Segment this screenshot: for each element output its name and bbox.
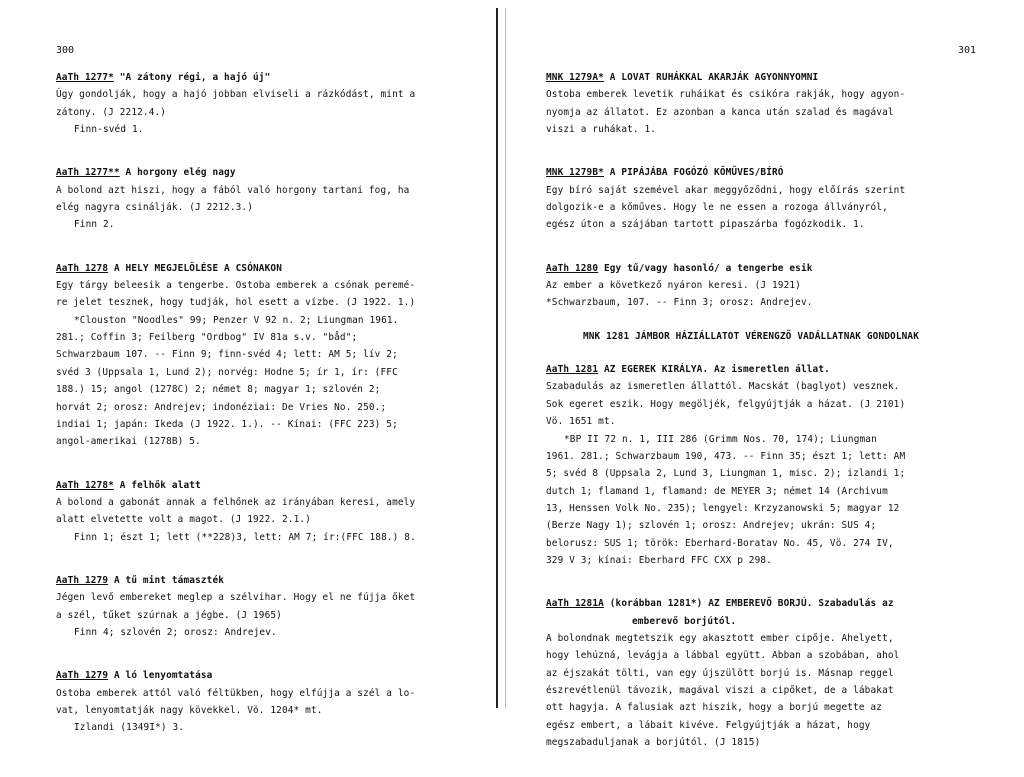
- entry-text-line: viszi a ruhákat. 1.: [546, 124, 657, 136]
- entry-refs: svéd 3 (Uppsala 1, Lund 2); norvég: Hodne 5; ír 1, ír: (FFC: [56, 366, 398, 378]
- left-page: [0, 0, 505, 734]
- entry-refs: Izlandi (1349I*) 3.: [74, 722, 185, 734]
- entry-text-line: vat, lenyomtatják nagy kövekkel. Vö. 1204* mt.: [56, 704, 323, 716]
- section-heading-mnk-1281: MNK 1281 JÁMBOR HÁZIÁLLATOT VÉRENGZŐ VADÁLLATNAK GONDOLNAK: [582, 330, 920, 342]
- entry-text-line: egész úton a szájában tartott pipaszárba fogózkodik. 1.: [546, 219, 865, 231]
- left-column: [56, 69, 466, 763]
- entry-text-line: elég nagyra csinálják. (J 2212.3.): [56, 202, 254, 214]
- entry-aath-1278: [56, 260, 466, 451]
- gutter-shadow: [505, 8, 506, 708]
- entry-text-line: Szabadulás az ismeretlen állattól. Macskát (baglyot) vesznek.: [546, 381, 900, 393]
- entry-text-line: Ostoba emberek levetik ruháikat és csikóra rakják, hogy agyon-: [546, 89, 906, 101]
- entry-aath-1277: [56, 69, 466, 138]
- entry-refs: *BP II 72 n. 1, III 286 (Grimm Nos. 70, 174); Liungman: [564, 433, 877, 445]
- entry-text-line: egész embert, a lábait kivéve. Felgyújtják a házat, hogy: [546, 719, 871, 731]
- left-page-number: 300: [56, 45, 75, 56]
- entry-text-line: Ostoba emberek attól való féltükben, hogy elfújja a szél a lo-: [56, 687, 416, 699]
- entry-refs: Finn 1; észt 1; lett (**228)3, lett: AM 7; ír:(FFC 188.) 8.: [74, 531, 416, 543]
- entry-refs: 5; svéd 8 (Uppsala 2, Lund 3, Liungman 1, misc. 2); izlandi 1;: [546, 468, 906, 480]
- entry-refs: *Schwarzbaum, 107. -- Finn 3; orosz: Andrejev.: [546, 297, 813, 309]
- entry-heading-line2: emberevő borjútól.: [632, 615, 737, 627]
- entry-text-line: zátony. (J 2212.4.): [56, 106, 167, 118]
- entry-text-line: megszabaduljanak a borjútól. (J 1815): [546, 737, 761, 748]
- entry-refs: dutch 1; flamand 1, flamand: de MEYER 3; német 14 (Archivum: [546, 485, 888, 497]
- entry-mnk-1279b: [546, 164, 956, 233]
- entry-heading: AaTh 1278 A HELY MEGJELÖLÉSE A CSÓNAKON: [56, 262, 282, 274]
- entry-text-line: dolgozik-e a kőműves. Hogy le ne essen a rozoga állványról,: [546, 202, 888, 214]
- entry-refs: belorusz: SUS 1; török: Eberhard-Boratav No. 45, Vö. 274 IV,: [546, 537, 894, 549]
- entry-aath-1281: [546, 361, 956, 569]
- entry-heading: AaTh 1279 A tű mint támaszték: [56, 574, 225, 586]
- entry-refs: 13, Henssen Volk No. 235); lengyel: Krzyzanowski 5; magyar 12: [546, 502, 900, 514]
- entry-heading: AaTh 1277** A horgony elég nagy: [56, 167, 236, 179]
- entry-aath-1281a: [546, 595, 956, 751]
- entry-refs: indiai 1; japán: Ikeda (J 1922. 1.). -- Kínai: (FFC 223) 5;: [56, 418, 398, 430]
- entry-aath-1277-2: [56, 164, 466, 233]
- entry-text-line: az éjszakát tölti, van egy újszülött borjú is. Másnap reggel: [546, 667, 894, 679]
- entry-text-line: alatt elvetette volt a magot. (J 1922. 2.1.): [56, 514, 311, 526]
- entry-text-line: Az ember a következő nyáron keresi. (J 1921): [546, 280, 801, 292]
- entry-text-line: észrevétlenül távozik, magával viszi a cipőket, de a lábakat: [546, 684, 894, 696]
- entry-refs: 281.; Coffin 3; Feilberg "Ordbog" IV 81a s.v. "båd";: [56, 332, 358, 344]
- entry-heading: AaTh 1278* A felhők alatt: [56, 479, 201, 491]
- entry-mnk-1279a: [546, 69, 956, 138]
- entry-refs: 188.) 15; angol (1278C) 2; német 8; magyar 1; szlovén 2;: [56, 384, 381, 396]
- entry-heading: MNK 1279A* A LOVAT RUHÁKKAL AKARJÁK AGYONNYOMNI: [546, 72, 819, 83]
- entry-refs: *Clouston "Noodles" 99; Penzer V 92 n. 2; Liungman 1961.: [74, 314, 399, 326]
- entry-text-line: A bolond a gabonát annak a felhőnek az irányában keresi, amely: [56, 496, 416, 508]
- entry-refs: (Berze Nagy 1); szlovén 1; orosz: Andrejev; ukrán: SUS 4;: [546, 520, 877, 532]
- entry-refs: Schwarzbaum 107. -- Finn 9; finn-svéd 4; lett: AM 5; lív 2;: [56, 349, 398, 361]
- entry-heading: AaTh 1279 A ló lenyomtatása: [56, 670, 213, 682]
- right-column: [546, 69, 956, 777]
- right-page: [510, 0, 1024, 748]
- entry-text-line: Úgy gondolják, hogy a hajó jobban elviseli a rázkódást, mint a: [56, 89, 416, 101]
- entry-text-line: Sok egeret eszik. Hogy megölјék, felgyújtják a házat. (J 2101): [546, 398, 906, 410]
- entry-heading: AaTh 1281A (korábban 1281*) AZ EMBEREVŐ BORJÚ. Szabadulás az: [546, 598, 894, 610]
- entry-text-line: Jégen levő embereket meglep a szélvihar. Hogy el ne fújja őket: [56, 592, 416, 604]
- right-page-number: 301: [958, 45, 977, 56]
- entry-refs: 329 V 3; kínai: Eberhard FFC CXX p 298.: [546, 554, 772, 566]
- entry-text-line: A bolondnak megtetszik egy akasztott ember cipője. Ahelyett,: [546, 632, 894, 644]
- entry-refs: Finn 4; szlovén 2; orosz: Andrejev.: [74, 626, 277, 638]
- entry-heading: AaTh 1280 Egy tű/vagy hasonló/ a tengerbe esik: [546, 262, 813, 274]
- entry-refs: angol-amerikai (1278B) 5.: [56, 436, 201, 448]
- entry-text-line: ott hagyja. A falusiak azt hiszik, hogy a borjú megette az: [546, 702, 883, 714]
- entry-aath-1278-star: [56, 477, 466, 546]
- entry-aath-1279: [56, 572, 466, 641]
- entry-text-line: Vö. 1651 mt.: [546, 416, 616, 428]
- entry-heading: AaTh 1277* "A zátony régi, a hajó új": [56, 72, 271, 83]
- entry-text-line: Egy tárgy beleesik a tengerbe. Ostoba emberek a csónak peremé-: [56, 280, 416, 292]
- entry-refs: Finn-svéd 1.: [74, 124, 144, 136]
- entry-text-line: A bolond azt hiszi, hogy a fából való horgony tartani fog, ha: [56, 184, 410, 196]
- entry-text-line: hogy lehúzná, levágja a lábbal együtt. Abban a szobában, ahol: [546, 650, 900, 662]
- entry-heading: MNK 1279B* A PIPÁJÁBA FOGÓZÓ KŐMŰVES/BÍRÓ: [546, 167, 784, 179]
- entry-refs: 1961. 281.; Schwarzbaum 190, 473. -- Finn 35; észt 1; lett: AM: [546, 450, 906, 462]
- entry-refs: horvát 2; orosz: Andrejev; indonéziai: De Vries No. 250.;: [56, 401, 387, 413]
- entry-heading: AaTh 1281 AZ EGEREK KIRÁLYA. Az ismeretlen állat.: [546, 364, 830, 376]
- entry-text-line: re jelet tesznek, hogy tudják, hol esett a vízbe. (J 1922. 1.): [56, 297, 416, 309]
- entry-aath-1279-2: [56, 667, 466, 736]
- entry-aath-1280: [546, 260, 956, 312]
- entry-text-line: nyomja az állatot. Ez azonban a kanca után szalad és magával: [546, 106, 894, 118]
- entry-text-line: a szél, tűket szúrnak a jégbe. (J 1965): [56, 609, 282, 621]
- entry-text-line: Egy bíró saját szemével akar meggyőződni, hogy előírás szerint: [546, 184, 906, 196]
- entry-refs: Finn 2.: [74, 219, 115, 231]
